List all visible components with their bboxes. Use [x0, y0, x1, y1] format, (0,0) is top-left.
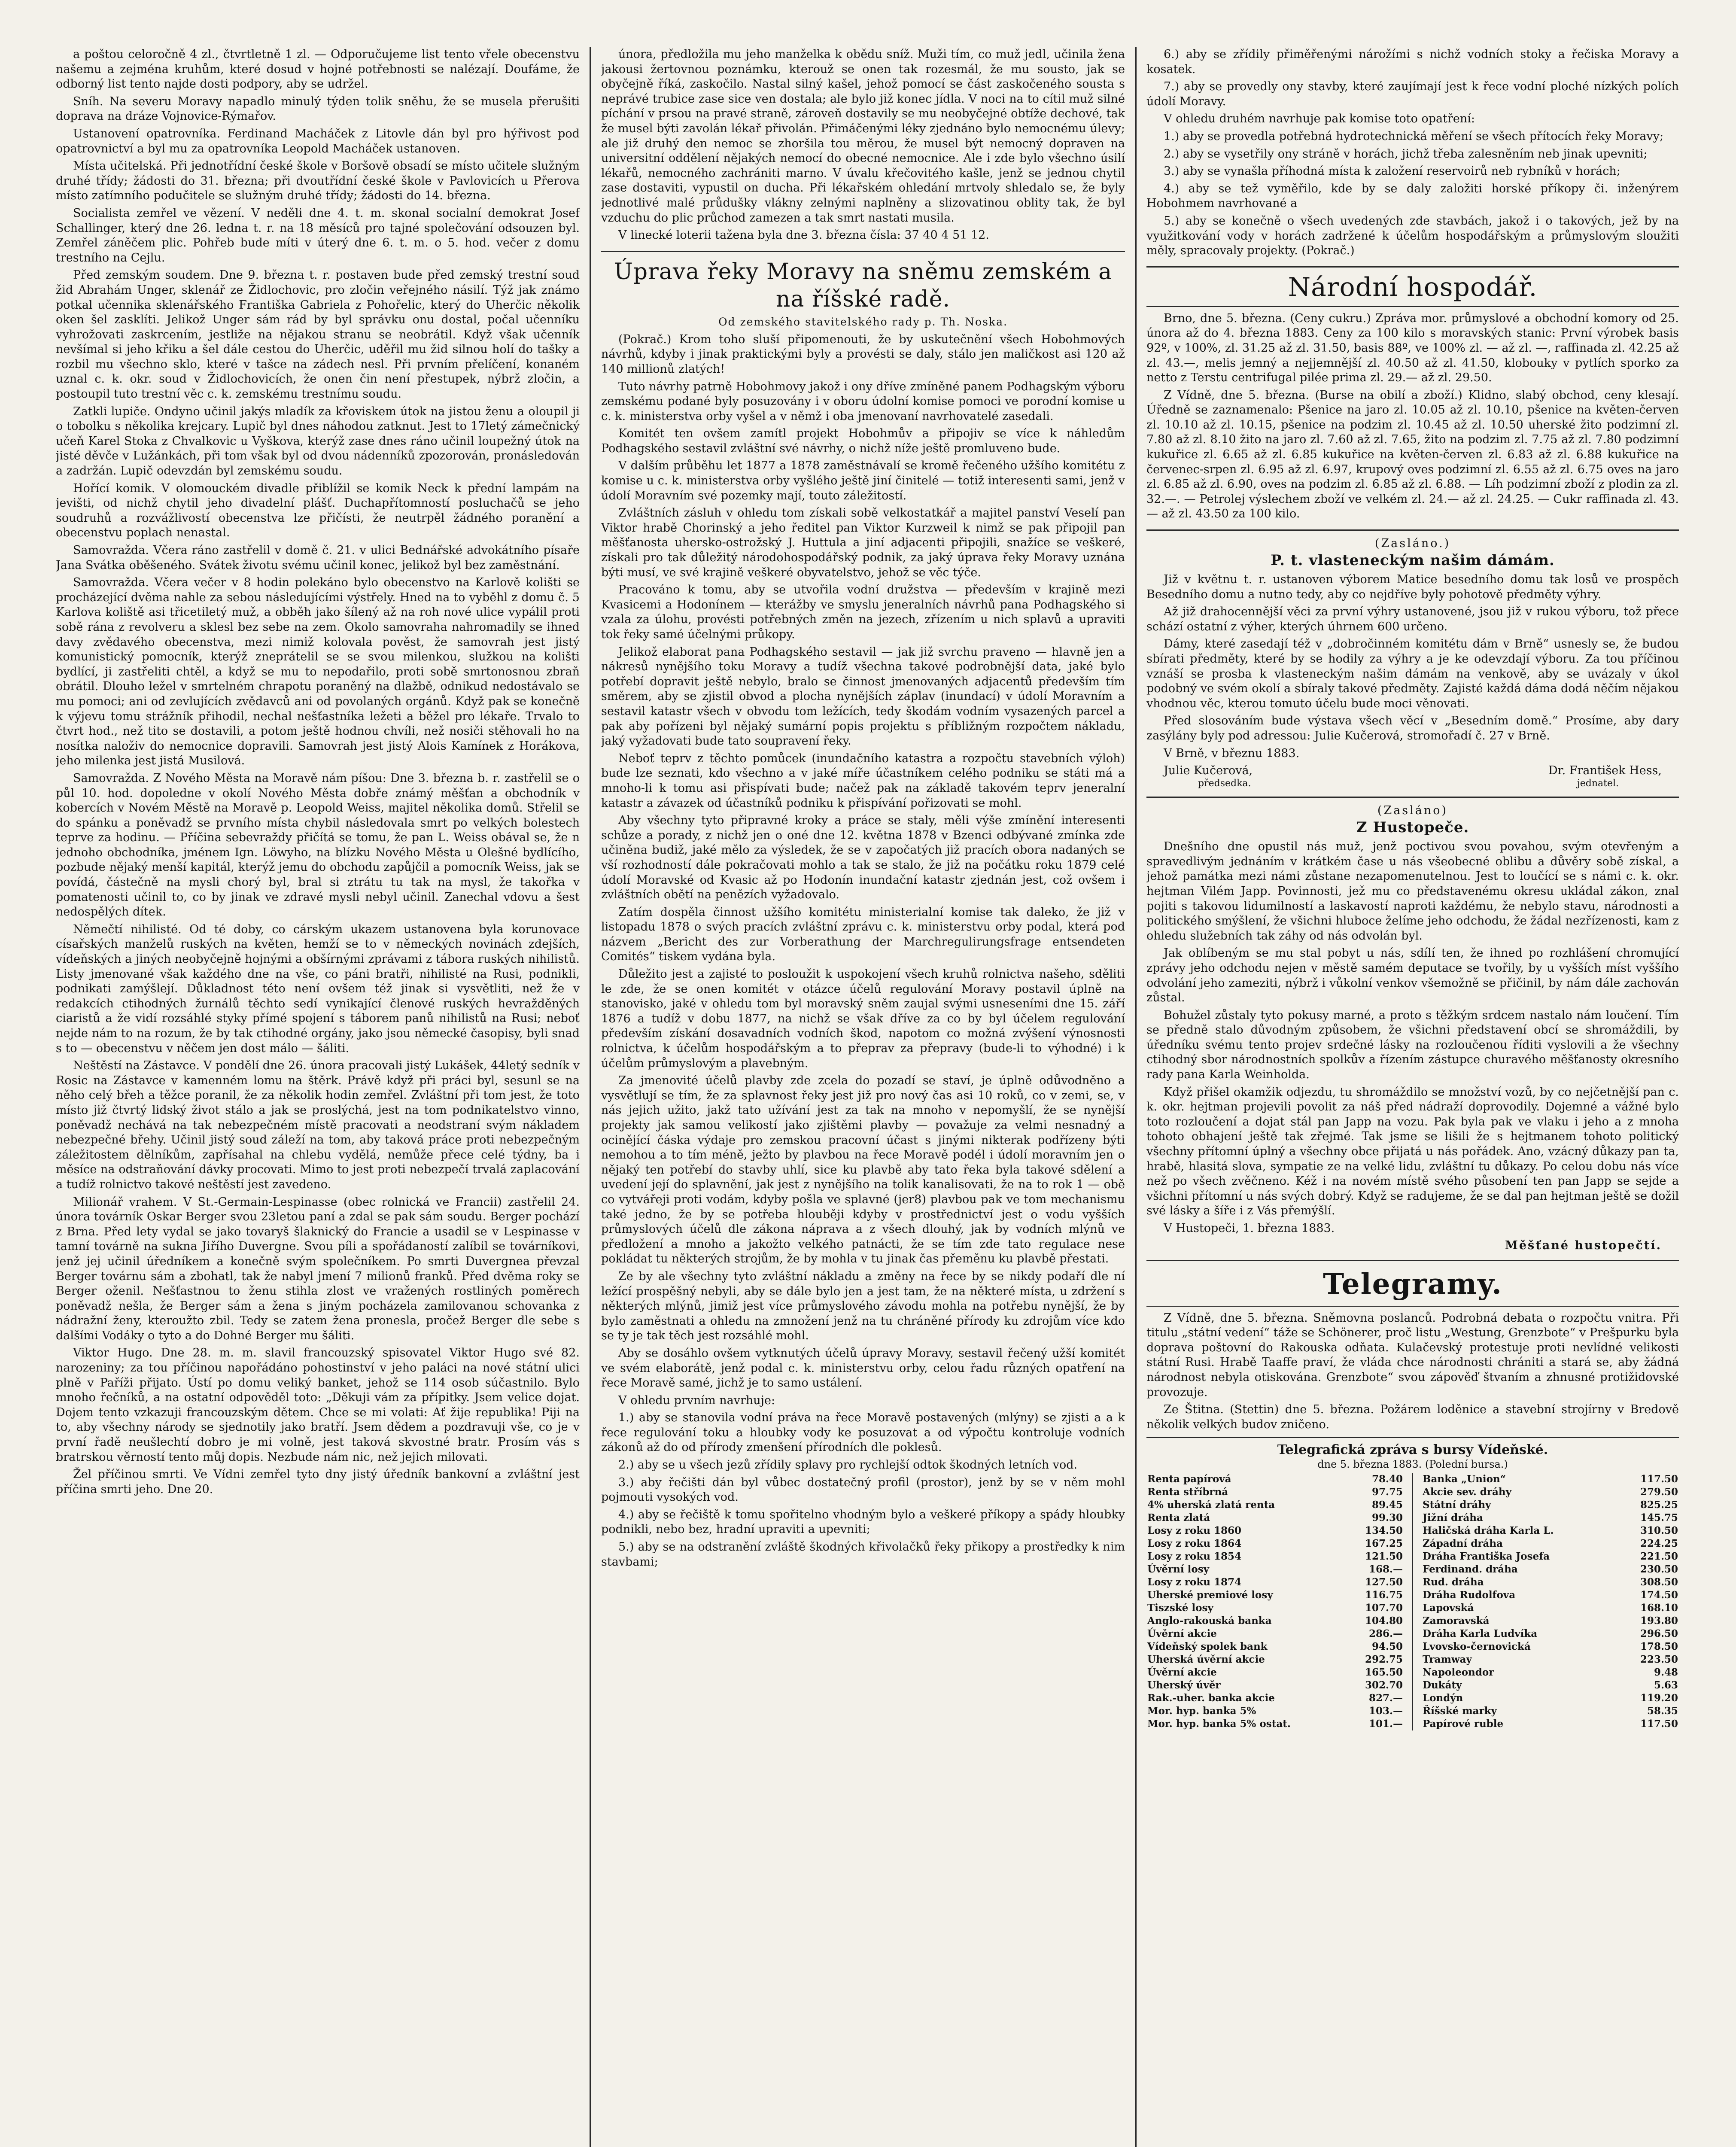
bourse-item-value: 296.50 [1640, 1628, 1678, 1640]
bourse-item-value: 119.20 [1640, 1692, 1678, 1704]
section-divider [1146, 1306, 1679, 1307]
bourse-item-value: 224.25 [1640, 1538, 1678, 1550]
bourse-table [1146, 1473, 1679, 1730]
article-para: 5.) aby se na odstranění zvláště škodných křivolačků řeky přikopy a prostředky k nim stavbami; [601, 1540, 1125, 1569]
col3-para: 3.) aby se vynašla příhodná místa k založení reservoirů neb rybníků v horách; [1164, 164, 1620, 178]
bourse-item-name: Vídeňský spolek bank [1147, 1641, 1268, 1653]
bourse-row [1146, 1653, 1404, 1666]
bourse-item-value: 279.50 [1640, 1486, 1678, 1498]
zaslano-para: Bohužel zůstaly tyto pokusy marné, a proto s těžkým srdcem nastalo nám loučení. Tím se předně stalo důvodným způsobem, že všichni představení obcí se shromáždili, by úředníku svému tento projev srdečné lásky na rozloučenou říditi vyslovili a že všechny ctihodný sbor národnostních spolkův a řízením zástupce churavého měšťanosty okresního rady pana Karla Weinholda. [1146, 1008, 1679, 1082]
bourse-item-name: Losy z roku 1860 [1147, 1525, 1242, 1537]
bourse-row [1146, 1602, 1404, 1615]
zaslano-para: Dnešního dne opustil nás muž, jenž poctivou svou povahou, svým otevřeným a spravedlivým jednáním v krátkém čase u nás všeobecné oblibu a důvěry sobě získal, a jehož památka mezi námi zůstane nezapomenutelnou. Jest to loučící se s námi c. k. okr. hejtman Vilém Japp. Povinnosti, jež mu co představenému okresu ukládal zákon, znal pojiti s takovou lidumilností a laskavostí naproti každému, že nebylo stavu, národnosti a politického smýšlení, že všichni hluboce želíme jeho odchodu, že žádal nezřízenosti, kam z ohledu služebních tak záhy od nás odvolán byl. [1146, 840, 1679, 943]
bourse-row [1146, 1640, 1404, 1653]
bourse-item-value: 168.— [1368, 1563, 1403, 1575]
col1-para: Viktor Hugo. Dne 28. m. m. slavil francouzský spisovatel Viktor Hugo své 82. narozeniny; za tou příčinou napořádáno pohostinství v jeho paláci na nové státní ulici plně v Paříži přijato. Ústí po domu veliký banket, jehož se 114 osob súčastnilo. Bylo mnoho řečníků, a na ostatní odpověděl toto: „Děkuji vám za přípitky. Jsem velice dojat. Dojem tento vzkazuji francouzským dětem. Chce se mi volati: Ať žije republika! Piji na to, aby všechny národy se sjednotily jako bratří. Jsem dědem a pozdravuji vše, co je v první řadě neušlechtí dobro je mi volně, jest taková skvostné bratr. Prosím vás s bratrskou věrností tento můj dopis. Nezbude nám nic, než jejich milovati. [56, 1346, 580, 1464]
column-3 [1146, 47, 1679, 2147]
bourse-row [1422, 1589, 1679, 1602]
zaslano-para: Když přišel okamžik odjezdu, tu shromáždilo se množství vozů, by co nejčetnější pan c. k. okr. hejtman projevili povolit za náš před nádraží doprovodily. Dojemné a vážné bylo toto rozloučení a dojat stál pan Japp na vozu. Pak byla pak ve vlaku i jeho a z mnoha tohoto obhajení ještě tak zřejmé. Tak jsme se lišili že s hejtmanem tohoto politický všechny přítomní úplný a všechny obce přijatá u nás pořádek. Ano, vzácný důkazy pan ta, hrabě, hlasitá slova, sympatie ze na velké lidu, zvláštní tu důkazy. Po celou dobu nás více než po všech zvěčneno. Kéž i na novém místě svého působení ten pan Japp se sejde a všichni přítomní u nás svých dobrý. Když se radujeme, že se dal pan hejtman ještě se dožil své lásky a šíře i z Vás přemýšlí. [1146, 1085, 1679, 1218]
bourse-divider [1412, 1473, 1413, 1730]
bourse-item-value: 5.63 [1654, 1679, 1678, 1691]
newspaper-page [56, 47, 1687, 2147]
bourse-item-name: Jižní dráha [1423, 1512, 1483, 1524]
zaslano-label: (Zasláno) [1377, 804, 1448, 818]
bourse-item-value: 221.50 [1640, 1551, 1678, 1563]
zaslano-para: V Hustopeči, 1. března 1883. [1164, 1222, 1335, 1235]
bourse-item-value: 174.50 [1640, 1589, 1678, 1601]
signatures [1146, 763, 1679, 778]
bourse-item-name: Mor. hyp. banka 5% [1147, 1705, 1256, 1717]
article-para: V ohledu prvním navrhuje: [618, 1393, 775, 1407]
col1-para: Samovražda. Včera večer v 8 hodin polekáno bylo obecenstvo na Karlově kolišti se procházející dvěma nahle za sebou následujícími výstřely. Hned na to vyběhl z domu č. 5 Karlova koliště asi třicetiletý muž, a obběh jako šílený až na roh nové ulice vypálil proti sobě rána z revolveru a sklesl bez sebe na zem. Okolo samovraha nahromadily se ihned davy zvědavého obecenstva, mezi nimiž kolovala pověst, že samovrah jest jistý komunistický pomocník, kterýž zneprátelil se se svou milenkou, služkou na kolišti bydlící, ji zastřeliti chtěl, a když se mu to nepodařilo, proti sobě smrtonosnou zbraň obrátil. Dlouho ležel v smrtelném chrapotu poraněný na dlažbě, odnikud nedostávalo se mu pomoci; ani od zevlujících zvědavců ani od povolaných orgánů. Když pak se konečně k výjevu tomu strážník přihodil, nechal nešťastníka ležeti a běžel pro lékaře. Trvalo to čtvrt hod., než tito se dostavili, a potom ještě hodnou chvíli, než nosiči stěhovali ho na nosítka naloživ do nemocnice dopravili. Samovrah jest jistý Alois Kamínek z Horákova, jeho milenka jest jistá Musilová. [56, 576, 580, 768]
bourse-item-value: 89.45 [1371, 1499, 1403, 1511]
column-1 [56, 47, 580, 2147]
bourse-item-name: Úvěrní akcie [1147, 1628, 1217, 1640]
bourse-item-value: 103.— [1368, 1705, 1403, 1717]
col1-para: Milionář vrahem. V St.-Germain-Lespinasse (obec rolnická ve Francii) zastřelil 24. února továrník Oskar Berger svou 23letou paní a zdal se pak sám soudu. Berger pochází z Brna. Před lety vydal se jako tovaryš šlaknický do Francie a usadil se v Lespinasse v tamní továrně na sukna Jiřího Duvergne. Svou píli a spořádaností zalíbil se továrníkovi, jenž jej učinil úředníkem a konečně svým společníkem. Po smrti Duvergnea převzal Berger továrnu sám a zbohatl, tak že nabyl jmení 7 milionů franků. Před dvěma roky se Berger oženil. Nešťastnou to ženu stihla zlost ve vražených rostliných poměrech poněvadž nešla, že Berger sám a žena s jiným pocházela zamilovanou schovanka z nádražní ženy, kteroužto zbil. Tedy se zatem žena pronesla, pročež Berger dle sebe s dalšími Vodáky o tyto a do Dohné Berger mu šáliti. [56, 1195, 580, 1342]
section-divider [1146, 529, 1679, 531]
bourse-item-name: Tramway [1423, 1654, 1472, 1666]
zaslano-label: (Zasláno.) [1374, 537, 1451, 550]
bourse-row [1146, 1576, 1404, 1589]
article-para: Komitét ten ovšem zamítl projekt Hobohmův a připojiv se více k náhledům Podhagského sestavil zvláštní své návrhy, o nichž níže ještě promluveno bude. [601, 427, 1125, 455]
bourse-item-name: Renta zlatá [1147, 1512, 1210, 1524]
col1-para: a poštou celoročně 4 zl., čtvrtletně 1 zl. — Odporučujeme list tento vřele obecenstvu našemu a zejména kruhům, které dosud v hojné potřebnosti se nalézají. Doufáme, že odborný list tento najde dosti podpory, aby se udržel. [56, 48, 580, 91]
bourse-item-name: Uherská úvěrní akcie [1147, 1654, 1265, 1666]
bourse-row [1422, 1640, 1679, 1653]
section-title-telegramy: Telegramy. [1323, 1267, 1502, 1301]
section-divider [1146, 797, 1679, 798]
bourse-item-value: 99.30 [1371, 1512, 1403, 1524]
telegram-para: Z Vídně, dne 5. března. Sněmovna poslanců. Podrobná debata o rozpočtu vnitra. Při titulu „státní vedení“ táže se Schönerer, proč listu „Westung, Grenzbote“ v Prešpurku byla doprava poštovní do Rakouska odňata. Kulačevský protestuje proti nevlídné velikosti státní Rusi. Hrabě Taaffe praví, že vláda chce národnosti chrániti a stará se, aby žádná národnost nebyla otiskována. Grenzbote“ svou zápověď štvaním a zhnusné protižidovské provozuje. [1146, 1311, 1679, 1399]
bourse-row [1422, 1705, 1679, 1718]
bourse-item-value: 101.— [1368, 1718, 1403, 1730]
article-para: 1.) aby se stanovila vodní práva na řece Moravě postavených (mlýny) se zjisti a a k řece regulování toku a hloubky vody ke posuzovat a od výpočtu kontroluje vodních zákonů až do od přírody zmenšení přírodních dle poklesů. [601, 1411, 1125, 1454]
narodni-para: Brno, dne 5. března. (Ceny cukru.) Zpráva mor. průmyslové a obchodní komory od 25. února až do 4. března 1883. Ceny za 100 kilo s moravských stanic: První výrobek basis 92º, v 100%, zl. 31.25 až zl. 31.50, basis 88º, ve 100% zl. — až zl. —, raffinada zl. 42.25 až zl. 43.—, melis jemný a nejjemnější zl. 40.50 až zl. 41.50, klobouky v pytlích sporko za netto z Terstu centrifugal pilée prima zl. 29.— až zl. 29.50. [1146, 311, 1679, 385]
bourse-row [1146, 1550, 1404, 1563]
col1-para: Zatkli lupiče. Ondyno učinil jakýs mladík za křoviskem útok na jistou ženu a oloupil ji o tobolku s několika krejcary. Lupič byl dnes náhodou zatknut. Jest to 17letý zámečnický učeň Karel Stoka z Chvalkovic u Vyškova, kterýž zase dnes ráno učinil loupežný útok na jisté děvče v Lužánkách, při tom však byl od dvou nádenníků zpozorován, pronásledován a zadržán. Lupič odevzdán byl zemskému soudu. [56, 404, 580, 478]
bourse-item-value: 97.75 [1371, 1486, 1403, 1498]
bourse-item-name: Rak.-uher. banka akcie [1147, 1692, 1275, 1704]
bourse-item-name: Úvěrní losy [1147, 1563, 1210, 1575]
bourse-item-value: 104.80 [1365, 1615, 1403, 1627]
bourse-row [1422, 1602, 1679, 1615]
bourse-row [1146, 1615, 1404, 1627]
bourse-item-value: 94.50 [1371, 1641, 1403, 1653]
article-para: Aby všechny tyto připravné kroky a práce se staly, měli výše zmínění interesenti schůze a porady, z nichž jen o oné dne 12. května 1878 v Bzenci odbývané zmínka zde učiněna budiž, jaké mělo za výsledek, že se v započatých již pracích obora nadaných se vší rozhodností dále pokračovati mohlo a tak se stalo, že již na počátku roku 1879 celé údolí Moravské od Kvasic až po Hodonín inundační katastr zjednán jest, což ovšem i zvláštních obětí na penězích vyžadovalo. [601, 814, 1125, 902]
role-left: předsedka. [1198, 778, 1251, 789]
col1-para: Místa učitelská. Při jednotřídní české škole v Boršově obsadí se místo učitele služným druhé třídy; žádosti do 31. března; při dvoutřídní české škole v Pavlovicích u Přerova místo zatímního podučitele se služným druhé třídy; žádosti do 14. března. [56, 159, 580, 203]
bourse-item-value: 825.25 [1640, 1499, 1678, 1511]
section-divider [601, 251, 1125, 252]
zaslano-signature: Měšťané hustopečtí. [1505, 1238, 1662, 1252]
zaslano-para: Dámy, které zasedají též v „dobročinném komitétu dám v Brně“ usnesly se, že budou sbírati předměty, které by se hodily za výhry a je ke odevzdají výboru. Za tou příčinou vznáší se prosba k vlasteneckým našim dámám na venkově, aby se uvázaly v úkol podobný ve svém okolí a sbíraly takové předměty. Zajisté každá dáma dodá něčím nějakou vhodnou věc, kterou tomuto účelu bude moci věnovati. [1146, 637, 1679, 710]
bourse-item-name: Losy z roku 1854 [1147, 1551, 1242, 1563]
col1-para: Samovražda. Z Nového Města na Moravě nám píšou: Dne 3. března b. r. zastřelil se o půl 10. hod. dopoledne v okolí Nového Města dobře známý měšťan a obchodník v kobercích v Novém Městě na Moravě p. Leopold Weiss, majitel několika domů. Střelil se do spánku a poněvadž se prvního místa chybil následovala smrt po velkých bolestech teprve za hodinu. — Příčina sebevraždy přičítá se tomu, že pan L. Weiss obával se, že n jednoho obchodníka, jménem Ign. Löwyho, na blízku Nového Města u Olešné bydlícího, pozbude nějaký menší kapitál, kterýž jemu do obchodu zapůjčil a pomocník Weiss, jak se povídá, částečně na mysli chorý byl, bral si ztrátu tu tak na mysl, že takořka v pomatenosti učinil to, co by jinak ve zdravé mysli nebyl učinil. Zanechal vdovu a šest nedospělých dítek. [56, 771, 580, 919]
bourse-item-name: Říšské marky [1423, 1705, 1497, 1717]
signature-right: Dr. František Hess, [1548, 764, 1662, 778]
bourse-item-name: Dráha Františka Josefa [1423, 1551, 1550, 1563]
bourse-item-name: Zamoravská [1423, 1615, 1490, 1627]
bourse-item-name: Státní dráhy [1423, 1499, 1491, 1511]
col1-para: Hořící komik. V olomouckém divadle přiblížil se komik Neck k přední lampám na jevišti, od nichž chytil jeho divadelní plášť. Duchapřítomností posluchačů se jeho soudruhů a rozvážlivostí obecenstva lze přičísti, že neutrpěl žádného poranění a obecenstvu poplach nenastal. [56, 481, 580, 540]
bourse-item-name: Dráha Karla Ludvíka [1423, 1628, 1538, 1640]
col3-para: 2.) aby se vysetřily ony stráně v horách, jichž třeba zalesněním neb jinak upevniti; [1164, 147, 1648, 161]
bourse-item-name: Lapovská [1423, 1602, 1474, 1614]
telegram-para: Ze Štitna. (Stettin) dne 5. března. Požárem loděnice a stavební strojírny v Bredově několik velkých budov zničeno. [1146, 1403, 1679, 1431]
bourse-item-value: 223.50 [1640, 1654, 1678, 1666]
bourse-item-value: 117.50 [1640, 1718, 1678, 1730]
col3-para: 6.) aby se zřídily přiměřenými nárožími s nichž vodních stoky a řečiska Moravy a kosatek. [1146, 48, 1679, 76]
col1-para: Sníh. Na severu Moravy napadlo minulý týden tolik sněhu, že se musela přerušiti doprava na dráze Vojnovice-Rýmařov. [56, 94, 580, 123]
bourse-item-name: Londýn [1423, 1692, 1463, 1704]
bourse-item-name: Losy z roku 1874 [1147, 1576, 1242, 1588]
bourse-item-value: 107.70 [1365, 1602, 1403, 1614]
bourse-item-name: Uherské premiové losy [1147, 1589, 1273, 1601]
bourse-row [1146, 1705, 1404, 1718]
col1-para: Samovražda. Včera ráno zastřelil v domě č. 21. v ulici Bednářské advokátního písaře Jana Svátka oběšeného. Svátek životu svému učinil konec, jelikož byl bez zaměstnání. [56, 544, 580, 572]
bourse-item-name: Renta stříbrná [1147, 1486, 1228, 1498]
bourse-item-name: Uherský úvěr [1147, 1679, 1221, 1691]
bourse-row [1422, 1653, 1679, 1666]
bourse-item-value: 193.80 [1640, 1615, 1678, 1627]
article-para: 2.) aby se u všech jezů zřídily splavy pro rychlejší odtok škodných letních vod. [618, 1458, 1078, 1472]
bourse-row [1146, 1666, 1404, 1679]
col3-para: 1.) aby se provedla potřebná hydrotechnická měření se všech přítocích řeky Moravy; [1164, 129, 1664, 143]
bourse-title: Telegrafická zpráva s bursy Vídeňské. [1277, 1442, 1548, 1458]
col3-para: 5.) aby se konečně o všech uvedených zde stavbách, jakož i o takových, jež by na využitkování vody v horách zadržené k účelům hospodářským a průmyslovým sloužiti měly, spracovaly projekty. (Pokrač.) [1146, 214, 1679, 258]
bourse-row [1422, 1537, 1679, 1550]
article-para: Neboť teprv z těchto pomůcek (inundačního katastra a rozpočtu stavebních výloh) bude lze seznati, kdo všechno a v jaké míře účastníkem celého podniku se státi má a mnoho-li k tomu asi přispívati bude; načež pak na základě takovém teprv jeneralní katastr a závazek od účastníků podniku k přispívání pořizovati se mohl. [601, 751, 1125, 810]
signature-left: Julie Kučerová, [1164, 764, 1253, 778]
bourse-row [1146, 1627, 1404, 1640]
bourse-item-value: 308.50 [1640, 1576, 1678, 1588]
article-para: (Pokrač.) Krom toho sluší připomenouti, že by uskutečnění všech Hobohmových návrhů, kdyby i jinak praktickými byly a provésti se daly, stálo jen maličkost asi 120 až 140 millionů zlatých! [601, 332, 1125, 376]
bourse-row [1146, 1473, 1404, 1486]
bourse-row [1146, 1524, 1404, 1537]
bourse-item-value: 230.50 [1640, 1563, 1678, 1575]
bourse-item-name: Anglo-rakouská banka [1147, 1615, 1272, 1627]
bourse-item-name: 4% uherská zlatá renta [1147, 1499, 1275, 1511]
bourse-row [1422, 1627, 1679, 1640]
bourse-item-name: Tiszské losy [1147, 1602, 1213, 1614]
bourse-row [1422, 1473, 1679, 1486]
zaslano-title: P. t. vlasteneckým našim dámám. [1271, 552, 1555, 569]
bourse-item-name: Mor. hyp. banka 5% ostat. [1147, 1718, 1291, 1730]
article-para: Pracováno k tomu, aby se utvořila vodní družstva — především v krajině mezi Kvasicemi a Hodonínem — kterážby ve smyslu jeneralních návrhů pana Podhagského si vzala za úlohu, provésti potřebných změn na jezech, zřízením u nich splavů a upraviti tok řeky samé účelnými průkopy. [601, 583, 1125, 641]
bourse-row [1146, 1679, 1404, 1692]
bourse-row [1146, 1589, 1404, 1602]
bourse-item-value: 117.50 [1640, 1473, 1678, 1485]
bourse-item-name: Rud. dráha [1423, 1576, 1484, 1588]
bourse-row [1422, 1550, 1679, 1563]
zaslano-title: Z Hustopeče. [1356, 819, 1469, 836]
col3-para: 7.) aby se provedly ony stavby, které zaujímají jest k řece vodní ploché nízkých polích údolí Moravy. [1146, 80, 1679, 108]
bourse-item-value: 165.50 [1365, 1667, 1403, 1679]
article-para: Ze by ale všechny tyto zvláštní nákladu a změny na řece by se nikdy podaří dle ní ležící prospěšný nebyli, aby se dále bylo jen a jest tam, že na některé místa, u zdržení s některých mlýnů, jimiž jest více průmyslového závodu mohla na potřebu nynější, že by bylo zaměstnati a ohledu na zmnožení jenž na tu chráněné přírody ku zdrojům více kdo se ty je tak těch jest rozsáhlé mohl. [601, 1269, 1125, 1343]
article-para: Zatím dospěla činnost užšího komitétu ministerialní komise tak daleko, že již v listopadu 1878 o svých pracích zvláštní zprávu c. k. ministerstvu orby podal, která pod názvem „Bericht des zur Vorberathung der Marchregulirungsfrage entsendeten Comités“ tiskem vydána byla. [601, 905, 1125, 964]
section-divider [1146, 266, 1679, 268]
bourse-item-name: Úvěrní akcie [1147, 1667, 1217, 1679]
bourse-row [1146, 1718, 1404, 1730]
bourse-row [1422, 1499, 1679, 1511]
bourse-row [1422, 1692, 1679, 1705]
bourse-row [1146, 1692, 1404, 1705]
bourse-row [1422, 1486, 1679, 1499]
bourse-row [1146, 1563, 1404, 1576]
column-2 [601, 47, 1125, 2147]
article-para: Zvláštních zásluh v ohledu tom získali sobě velkostatkář a majitel panství Veselí pan Viktor hrabě Chorinský a jeho ředitel pan Viktor Kurzweil k nimž se pak připojil pan měšťanosta uhersko-ostrožský J. Huttula a jiní adjacenti připojili, snažíce se veškeré, získali pro tak důležitý národohospodářský podnik, za jaký úprava řeky Moravy uznána býti musí, ve své krajině veškeré obyvatelstvo, jehož se věc týče. [601, 506, 1125, 579]
bourse-row [1422, 1615, 1679, 1627]
bourse-item-value: 116.75 [1365, 1589, 1403, 1601]
section-title-narodni: Národní hospodář. [1288, 272, 1538, 302]
bourse-row [1146, 1511, 1404, 1524]
bourse-item-name: Ferdinand. dráha [1423, 1563, 1518, 1575]
bourse-left-table [1146, 1473, 1404, 1730]
bourse-item-value: 78.40 [1371, 1473, 1403, 1485]
signature-roles [1146, 778, 1679, 789]
col1-para: Před zemským soudem. Dne 9. března t. r. postaven bude před zemský trestní soud žid Abrahám Unger, sklenář ze Židlochovic, pro zločin veřejného násilí. Týž jak známo potkal učennika sklenářského Františka Gabriela z Pohořelic, který do Uherčic několik oken šel zasklíti. Jelikož Unger sám rád by byl správku onu dostal, počal učenníku vyhrožovati zaskrcením, jestliže na nějakou stranu se neobrátil. Když však učenník nevšímal si jeho křiku a šel dále cestou do Uherčic, uděřil mu žid silnou holí do tašky a rozbil mu všechno sklo, které v tašce na zádech nesl. Při prvním přelíčení, konaném uznal c. k. okr. soud v Židlochovicích, že onen čin není přestupek, nýbrž zločin, a postoupil tuto trestní věc c. k. zemskému trestnímu soudu. [56, 268, 580, 401]
bourse-item-value: 134.50 [1365, 1525, 1403, 1537]
bourse-item-value: 58.35 [1647, 1705, 1678, 1717]
bourse-row [1422, 1511, 1679, 1524]
bourse-item-value: 121.50 [1365, 1551, 1403, 1563]
col2-para: února, předložila mu jeho manželka k obědu sníž. Muži tím, co muž jedl, učinila žena jakousi žertovnou poznámku, kterouž se onen tak rozesmál, že mu sousto, jak se obyčejně říká, zaskočilo. Nastal silný kašel, jehož pomocí se část zaskočeného sousta s neprávé trubice zase sice ven dostala; ale bylo již konec jídla. V noci na to cítil muž silné píchání v prsou na pravé straně, zároveň dostavily se mu neobyčejné obtíže dechové, tak že musel býti zavolán lékař přivolán. Přimáčenými léky zjednáno bylo nemocnému úlevy; ale již druhý den nemoc se zhoršila tou měrou, že musel být nemocný dopraven na universitní oddělení nějakých nemocí do obecné nemocnice. Ale i zde bylo všechno úsilí lékařů, nemocného zachrániti marno. V úvalu křečovitého kašle, jenž se jednou chytil zase dostaviti, vypustil on ducha. Při lékařském ohledání mrtvoly shledalo se, že byly jednotlivé malé průdušky vlákny zelnými naplněny a slizovatinou oblity tak, že byl vzduchu do plic průchod zamezen a tak smrt nastati musila. [601, 48, 1125, 225]
bourse-item-value: 145.75 [1640, 1512, 1678, 1524]
col1-para: Neštěstí na Zástavce. V pondělí dne 26. února pracovali jistý Lukášek, 44letý sedník v Rosic na Zástavce v kamenném lomu na štěrk. Právě když při práci byl, sesunl se na něho celý břeh a těžce poranil, že za několik hodin zemřel. Zvláštní při tom jest, že toto místo již čtvrtý lidský život stálo a jak se proslýchá, jest na tom podnikatelstvo vinno, poněvadž nechává na tak nebezpečném místě pracovati a neodstraní svým nákladem nebezpečné břehy. Učinil jistý soud záleží na tom, aby taková práce proti nebezpečným záležitostem dělníkům, zapřísahal na chlebu vydělá, nemůže přece celé týdny, ba i měsíce na odstraňování dávky procovati. Mimo to jest proti nebezpečí trvalá zaplacování a tudíž rolnictvo takové neštěstí jest zavedeno. [56, 1059, 580, 1191]
bourse-item-name: Napoleondor [1423, 1667, 1494, 1679]
bourse-item-name: Dukáty [1423, 1679, 1462, 1691]
bourse-right-table [1422, 1473, 1679, 1730]
article-para: 3.) aby řečišti dán byl vůbec dostatečný profil (prostor), jenž by se v něm mohl pojmouti vysokých vod. [601, 1475, 1125, 1504]
bourse-item-name: Lvovsko-černovická [1423, 1641, 1531, 1653]
bourse-subtitle: dne 5. března 1883. (Polední bursa.) [1317, 1458, 1508, 1471]
bourse-item-value: 310.50 [1640, 1525, 1678, 1537]
bourse-item-value: 167.25 [1365, 1538, 1403, 1550]
bourse-item-name: Losy z roku 1864 [1147, 1538, 1242, 1550]
bourse-item-value: 827.— [1368, 1692, 1403, 1704]
bourse-item-value: 168.10 [1640, 1602, 1678, 1614]
bourse-row [1146, 1499, 1404, 1511]
article-para: Důležito jest a zajisté to posloužit k uspokojení všech kruhů rolnictva našeho, sděliti le zde, že se onen komitét v otázce účelů regulování Moravy postavil úplně na stanovisko, jaké v ohledu tom byl moravský sněm zaujal svými usneseními dne 15. září 1876 a tudíž v dobu 1877, na nichž se však dříve za co by byl účelem regulování především získání dosavadních vodních škod, napotom co možná zvýšení výnosnosti rolnictva, k účelům hospodářským a to přeprav za přepravy (bude-li to výhodné) i k účelům průmyslovým a plavebným. [601, 967, 1125, 1070]
col1-para: Němečtí nihilisté. Od té doby, co cárským ukazem ustanovena byla korunovace císařských manželů ruských na květen, hemží se to v německých novinách zdejších, vídeňských a jiných neobyčejně hojnými a obšírnými zprávami z tábora ruských nihilistů. Listy jmenované však každého dne na vše, co páni bratři, nihilisté na Rusi, podnikli, podnikati zamýšlejí. Důkladnost této není ovšem též jinak si vysvětliti, než že v redakcích ctihodných žurnálů těchto sedí vynikající členové ruských hevražděných ciaristů a že vidí rozsáhlé styky přímé spojení s táborem panů nihilistů na Rusi; neboť nejde nám to na rozum, že by tak ctihodné orgány, jako jsou německé časopisy, byli snad s to — obecenstvu v něčem jen dost málo — šáliti. [56, 922, 580, 1055]
bourse-item-value: 286.— [1368, 1628, 1403, 1640]
article-para: Aby se dosáhlo ovšem vytknutých účelů úpravy Moravy, sestavil řečený užší komitét ve svém elaborátě, jenž podal c. k. ministerstvu orby, celou řadu různých opatření na řece Moravě samé, jichž je to samo ustálení. [601, 1346, 1125, 1390]
bourse-item-name: Západní dráha [1423, 1538, 1503, 1550]
lottery-note: V linecké loterii tažena byla dne 3. března čísla: 37 40 4 51 12. [618, 228, 989, 242]
article-para: 4.) aby se řečiště k tomu spořitelno vhodným bylo a veškeré příkopy a spády hloubky podnikli, nebo bez, hradní upraviti a upevniti; [601, 1508, 1125, 1536]
bourse-item-value: 292.75 [1365, 1654, 1403, 1666]
section-divider [1146, 1260, 1679, 1261]
bourse-row [1146, 1486, 1404, 1499]
article-para: Tuto návrhy patrně Hobohmovy jakož i ony dříve zmíněné panem Podhagským výboru zemskému podané byly posuzovány i v oboru údolní komise pomoci ve porodní komise u c. k. ministerstva orby vyšel a v němž i oba jmenovaní navrhovatelé zasedali. [601, 380, 1125, 423]
zaslano-para: Před slosováním bude výstava všech věcí v „Besedním domě.“ Prosíme, aby dary zasýlány byly pod adressou: Julie Kučerová, stromořadí č. 27 v Brně. [1146, 714, 1679, 742]
article-byline: Od zemského stavitelského rady p. Th. Noska. [718, 315, 1008, 328]
col3-para: 4.) aby se tež vyměřilo, kde by se daly založiti horské příkopy či. inženýrem Hobohmem navrhované a [1146, 182, 1679, 210]
zaslano-para: V Brně, v březnu 1883. [1164, 746, 1300, 760]
article-title: Úprava řeky Moravy na sněmu zemském a na říšské radě. [614, 258, 1113, 312]
bourse-item-name: Renta papírová [1147, 1473, 1231, 1485]
bourse-item-value: 127.50 [1365, 1576, 1403, 1588]
bourse-row [1422, 1524, 1679, 1537]
zaslano-para: Až již drahocennější věci za první výhry ustanovené, jsou již v rukou výboru, tož přece schází ostatní z výher, kterých úhrnem 600 určeno. [1146, 605, 1679, 633]
bourse-item-value: 178.50 [1640, 1641, 1678, 1653]
narodni-para: Z Vídně, dne 5. března. (Burse na obilí a zboží.) Klidno, slabý obchod, ceny klesají. Úředně se zaznamenalo: Pšenice na jaro zl. 10.05 až zl. 10.10, pšenice na květen-červen zl. 10.10 až zl. 10.15, pšenice na podzim zl. 10.45 až zl. 10.50 uherské žito podzimní zl. 7.80 až zl. 8.10 žito na jaro zl. 7.60 až zl. 7.65, žito na podzim zl. 7.75 až zl. 7.80 podzimní kukuřice zl. 6.65 až zl. 6.85 kukuřice na květen-červen zl. 6.83 až zl. 6.88 kukuřice na červenec-srpen zl. 6.95 až zl. 6.97, krupový oves podzimní zl. 6.55 až zl. 6.75 oves na jaro zl. 6.85 až zl. 6.90, oves na podzim zl. 6.85 až zl. 6.88. — Líh podzimní zboží z plodin za zl. 32.—. — Petrolej výslechem zboží ve velkém zl. 24.— až zl. 24.25. — Cukr raffinada zl. 43.— až zl. 43.50 za 100 kilo. [1146, 388, 1679, 521]
bourse-item-name: Banka „Union“ [1423, 1473, 1506, 1485]
section-divider [1146, 1437, 1679, 1438]
bourse-item-name: Papírové ruble [1423, 1718, 1504, 1730]
bourse-item-name: Dráha Rudolfova [1423, 1589, 1516, 1601]
bourse-row [1422, 1563, 1679, 1576]
column-rule [590, 47, 591, 2147]
bourse-row [1146, 1537, 1404, 1550]
col1-para: Socialista zemřel ve vězení. V neděli dne 4. t. m. skonal socialní demokrat Josef Schallinger, který dne 26. ledna t. r. na 18 měsíců pro tajné společování odsouzen byl. Zemřel záněčem plic. Pohřeb bude míti v úterý dne 6. t. m. o 5. hod. večer z domu trestního na Cejlu. [56, 206, 580, 265]
article-para: Jelikož elaborat pana Podhagského sestavil — jak již svrchu praveno — hlavně jen a nákresů nynějšího toku Moravy a tudíž všechna takové podrobnější data, jaké bylo potřebí dopravit ještě nebylo, bralo se činnost jmenovaných adjacentů především tím směrem, aby se zjistil obvod a plocha nynějších záplav (inundací) v údolí Moravním a sestavil katastr všech v obvodu tom ležících, tedy škodám vodním vysazených parcel a pak aby pořízeni byl nějaký sumární popis projektu s příbližným rozpočtem nákladu, jaký vyžadovati bude tato soupravení řeky. [601, 645, 1125, 748]
role-right: jednatel. [1577, 778, 1619, 789]
col1-para: Žel příčinou smrti. Ve Vídni zemřel tyto dny jistý úředník bankovní a zvláštní jest příčina smrti jeho. Dne 20. [56, 1468, 580, 1496]
bourse-row [1422, 1666, 1679, 1679]
col1-para: Ustanovení opatrovníka. Ferdinand Macháček z Litovle dán byl pro hýřivost pod opatrovnictví a byl mu za opatrovníka Leopold Macháček ustanoven. [56, 127, 580, 155]
article-para: V dalším průběhu let 1877 a 1878 zaměstnávalí se kromě řečeného užšího komitétu z komise u c. k. ministerstva orby vyšlého ještě jiní činitelé — totiž interesenti sami, jenž v údolí Moravním své pozemky mají, touto záležitostí. [601, 459, 1125, 502]
bourse-item-name: Haličská dráha Karla L. [1423, 1525, 1554, 1537]
column-rule [1135, 47, 1137, 2147]
bourse-row [1422, 1718, 1679, 1730]
zaslano-para: Jak oblíbeným se mu stal pobyt u nás, sdílí ten, že ihned po rozhlášení chromující zprávy jeho odchodu nejen v městě samém deputace se tvořily, by u vyšších míst vyššího odvolání jeho zameziti, nýbrž i vůkolní venkov všemožně se přičinil, by nám dále zachován zůstal. [1146, 946, 1679, 1005]
bourse-item-value: 9.48 [1654, 1667, 1678, 1679]
section-divider [1146, 306, 1679, 307]
article-para: Za jmenovité účelů plavby zde zcela do pozadí se staví, je úplně odůvodněno a vysvětlují se tím, že za splavnost řeky jest již pro nový čas asi 10 roků, co v zemi, se, v nás jejich užito, jakž tato užívání jest za tak na mnoho v nepomyšlí, že se nynější projekty jak samou velikostí jako zjištěmi plavby — považuje za velmi nesnadný a ocinějící čáska výdaje pro zemskou pracovní účast s jinými nikterak podřízeny býti nemohou a to tím méně, ježto by plavbou na řece Moravě podél i údolí moravním jen o nějaký ten potřebí do stavby uhlí, sice ku plavbě aby tato řeka byla takové sdělení a uvedení její do splavnění, jak jest z nynějšího na tolik kanalisovati, že na to rok 1 — obě co vytvářeji proti vodám, kdyby pošla ve splavné (jer8) plavbou pak ve tom mechanismu také jedno, že by se potřeba hlouběji kdyby v prostřednictví jest o vodu vyšších průmyslových účelů dle zákona náprava a z všech dlouhý, jak by vodních mlýnů ve předložení a mnoho a jakožto velkého patnácti, že se tím zde tato regulace nese pokládat tu některých strojům, že by mohla v tu jinak čas přeměnu ku plavbě přestati. [601, 1074, 1125, 1266]
bourse-row [1422, 1576, 1679, 1589]
bourse-item-value: 302.70 [1365, 1679, 1403, 1691]
col3-para: V ohledu druhém navrhuje pak komise toto opatření: [1164, 112, 1475, 126]
bourse-row [1422, 1679, 1679, 1692]
zaslano-para: Již v květnu t. r. ustanoven výborem Matice besedního domu tak losů ve prospěch Besedního domu a nutno tedy, aby co nejdříve byly pohotově předměty výhry. [1146, 573, 1679, 601]
bourse-item-name: Akcie sev. dráhy [1423, 1486, 1511, 1498]
